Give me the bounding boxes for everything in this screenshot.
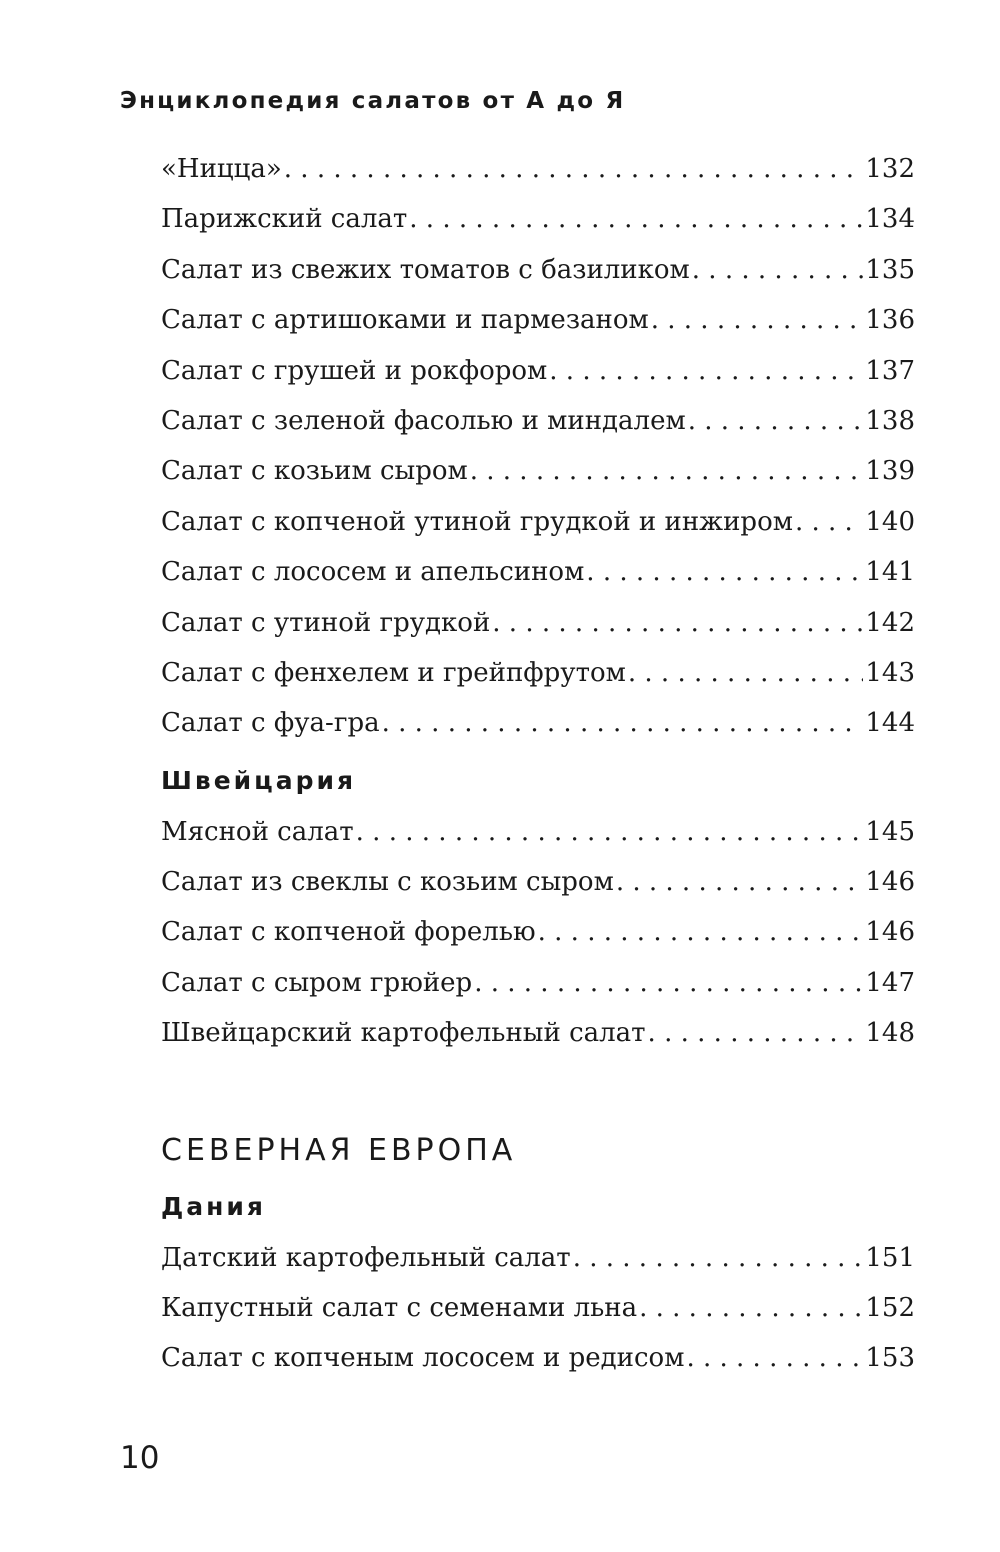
toc-entry-page: 134 [865,204,915,235]
toc-entry-title: Салат с зеленой фасолью и миндалем [161,405,686,436]
running-head: Энциклопедия салатов от А до Я [120,88,626,114]
toc-entry-page: 146 [865,867,915,898]
dot-leader [549,346,863,396]
dot-leader [470,446,864,496]
dot-leader [492,598,863,648]
toc-entry[interactable] [161,194,915,244]
toc-entry[interactable] [161,907,915,957]
toc-entry-page: 145 [865,816,915,847]
toc-entry-title: Салат с лососем и апельсином [161,557,585,588]
toc-entry-title: Салат из свеклы с козьим сыром [161,867,614,898]
toc-entry[interactable] [161,1008,915,1058]
toc-entry-title: Салат из свежих томатов с базиликом [161,254,690,285]
toc-entry-title: Капустный салат с семенами льна [161,1293,638,1324]
toc-entry-page: 144 [865,708,915,739]
toc-entry-page: 137 [865,355,915,386]
toc-entry[interactable] [161,346,915,396]
toc-entry-title: Швейцарский картофельный салат [161,1018,646,1049]
page-number: 10 [120,1440,160,1476]
toc-entry[interactable] [161,497,915,547]
toc-entry[interactable] [161,1283,915,1333]
toc-entry[interactable] [161,1233,915,1283]
toc-entry[interactable] [161,446,915,496]
toc-entry[interactable] [161,857,915,907]
toc-entry-title: Парижский салат [161,204,408,235]
toc-entry-page: 136 [865,305,915,336]
toc-entry-title: Салат с копченым лососем и редисом [161,1343,685,1374]
toc-entry-page: 135 [865,254,915,285]
dot-leader [648,1008,864,1058]
dot-leader [573,1233,864,1283]
toc-entry-page: 139 [865,456,915,487]
toc-entry-page: 138 [865,405,915,436]
subsection-heading-denmark: Дания [161,1191,266,1221]
toc-entry-title: Мясной салат [161,816,354,847]
toc-entry-title: Датский картофельный салат [161,1242,571,1273]
toc-entry-page: 132 [865,154,915,184]
toc-entry[interactable] [161,598,915,648]
toc-entry-page: 143 [865,657,915,688]
toc-entry[interactable] [161,547,915,597]
toc-entry-page: 146 [865,917,915,948]
toc-entry-page: 142 [865,607,915,638]
toc-entry[interactable] [161,396,915,446]
toc-entry-page: 141 [865,557,915,588]
toc-entry-title: «Ницца» [161,154,282,184]
dot-leader [284,144,864,194]
dot-leader [616,857,864,907]
toc-entry-title: Салат с артишоками и пармезаном [161,305,649,336]
toc-entry[interactable] [161,698,915,748]
dot-leader [628,648,864,698]
toc-entry-page: 140 [865,506,915,537]
dot-leader [586,547,863,597]
toc-entry[interactable] [161,295,915,345]
toc-entry-page: 153 [865,1343,915,1374]
toc-entry-title: Салат с козьим сыром [161,456,468,487]
dot-leader [639,1283,863,1333]
dot-leader [382,698,864,748]
toc-entry-title: Салат с грушей и рокфором [161,355,548,386]
dot-leader [538,907,864,957]
toc-entry[interactable] [161,807,915,857]
toc-entry[interactable] [161,648,915,698]
toc-entry-title: Салат с копченой форелью [161,917,536,948]
toc-entry-title: Салат с утиной грудкой [161,607,491,638]
toc-entry-page: 148 [865,1018,915,1049]
dot-leader [688,396,864,446]
dot-leader [692,245,864,295]
toc-entry-page: 151 [865,1242,915,1273]
toc-entry-page: 147 [865,967,915,998]
dot-leader [651,295,864,345]
dot-leader [356,807,864,857]
subsection-heading-switzerland: Швейцария [161,765,357,795]
toc-entry-page: 152 [865,1293,915,1324]
toc-entry[interactable] [161,958,915,1008]
toc-entry-title: Салат с фуа-гра [161,708,380,739]
table-of-contents [161,144,915,1384]
toc-entry-title: Салат с копченой утиной грудкой и инжиром [161,506,793,537]
toc-entry[interactable] [161,1333,915,1383]
toc-entry[interactable] [161,144,915,194]
toc-entry-title: Салат с сыром грюйер [161,967,473,998]
toc-entry-title: Салат с фенхелем и грейпфрутом [161,657,626,688]
toc-entry[interactable] [161,245,915,295]
dot-leader [686,1333,863,1383]
dot-leader [474,958,863,1008]
dot-leader [409,194,863,244]
section-heading-northern-europe: СЕВЕРНАЯ ЕВРОПА [161,1132,517,1168]
dot-leader [795,497,863,547]
